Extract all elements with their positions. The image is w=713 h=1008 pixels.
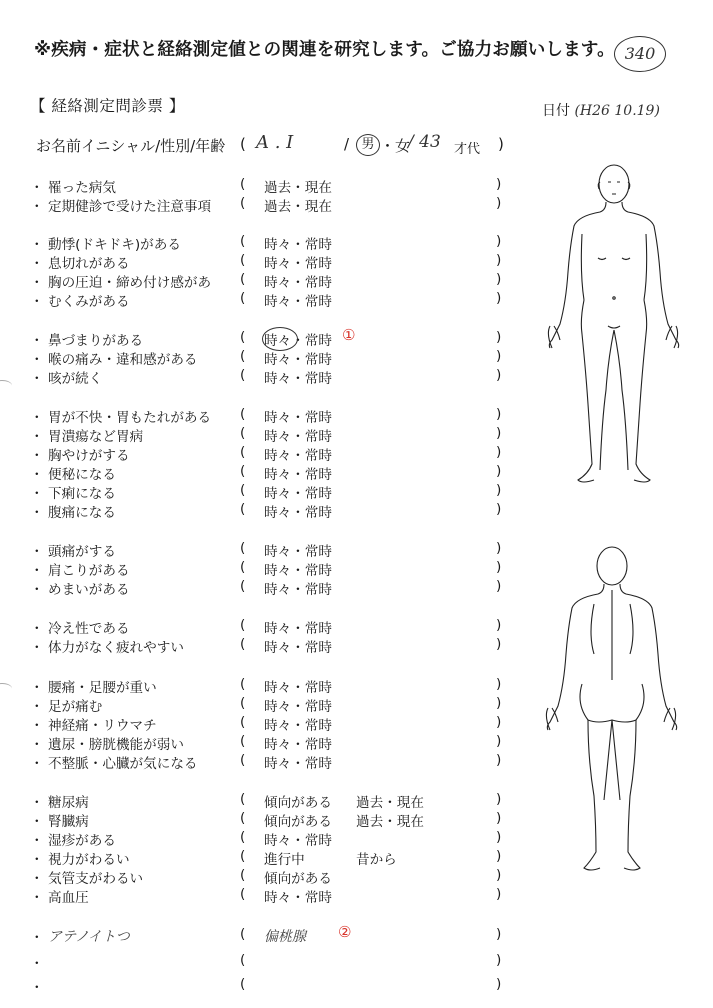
question-label: 胃が不快・胃もたれがある [48, 410, 212, 426]
row-bullet: ・ [30, 486, 44, 502]
open-paren: ( [240, 578, 246, 594]
close-paren: ) [496, 636, 502, 652]
open-paren: ( [240, 848, 246, 864]
name-sep: / [344, 135, 350, 153]
row-bullet: ・ [30, 275, 44, 291]
close-paren: ) [496, 367, 502, 383]
answer-option-primary[interactable]: 時々・常時 [264, 890, 332, 906]
question-row [0, 886, 713, 905]
answer-option-primary[interactable]: 時々・常時 [264, 505, 332, 521]
question-row [0, 923, 713, 946]
answer-option-secondary[interactable]: 過去・現在 [356, 814, 424, 830]
row-bullet: ・ [30, 544, 44, 560]
row-bullet: ・ [30, 795, 44, 811]
open-paren: ( [240, 444, 246, 460]
answer-option-primary[interactable]: 時々・常時 [264, 371, 332, 387]
open-paren: ( [240, 233, 246, 249]
question-label: 腹痛になる [48, 505, 116, 521]
answer-option-primary[interactable]: 時々・常時 [264, 237, 332, 253]
question-label: 下痢になる [48, 486, 116, 502]
open-paren: ( [240, 714, 246, 730]
name-row-label: お名前イニシャル/性別/年齢 [36, 137, 226, 155]
answer-option-primary[interactable]: 時々・常時 [264, 275, 332, 291]
answer-option-secondary[interactable]: 過去・現在 [356, 795, 424, 811]
question-label: 肩こりがある [48, 563, 130, 579]
row-bullet: ・ [30, 756, 44, 772]
close-paren: ) [496, 848, 502, 864]
close-paren: ) [496, 810, 502, 826]
question-label: アテノイトつ [48, 929, 130, 945]
age-suffix: 才代 [454, 142, 481, 157]
row-bullet: ・ [30, 980, 44, 996]
open-paren: ( [240, 695, 246, 711]
date-value: (H26 10.19) [574, 103, 660, 119]
question-label: 高血圧 [48, 890, 89, 906]
close-paren: ) [496, 290, 502, 306]
row-bullet: ・ [30, 890, 44, 906]
handwritten-circle-mark [262, 327, 298, 351]
row-bullet: ・ [30, 699, 44, 715]
sex-male: 男 [361, 137, 375, 152]
close-paren: ) [496, 829, 502, 845]
form-number: 340 [624, 44, 656, 63]
close-paren: ) [496, 195, 502, 211]
answer-option-primary[interactable]: 時々・常時 [264, 429, 332, 445]
question-label: 胃潰瘍など胃病 [48, 429, 144, 445]
close-paren: ) [496, 444, 502, 460]
answer-option-primary[interactable]: 時々・常時 [264, 410, 332, 426]
row-bullet: ・ [30, 429, 44, 445]
answer-option-primary[interactable]: 時々・常時 [264, 294, 332, 310]
open-paren: ( [240, 406, 246, 422]
open-paren: ( [240, 329, 246, 345]
open-paren: ( [240, 926, 246, 942]
open-paren: ( [240, 886, 246, 902]
open-paren: ( [240, 791, 246, 807]
answer-option-primary[interactable]: 時々・常時 [264, 256, 332, 272]
question-label: 神経痛・リウマチ [48, 718, 157, 734]
answer-option-primary[interactable]: 時々・常時 [264, 467, 332, 483]
row-bullet: ・ [30, 352, 44, 368]
close-paren: ) [496, 252, 502, 268]
name-open-paren: ( [240, 135, 246, 153]
close-paren: ) [496, 617, 502, 633]
open-paren: ( [240, 501, 246, 517]
question-label: 胸やけがする [48, 448, 130, 464]
red-annotation-mark: ① [342, 326, 356, 344]
question-row [0, 952, 713, 971]
answer-option-primary[interactable]: 時々・常時 [264, 833, 332, 849]
close-paren: ) [496, 540, 502, 556]
open-paren: ( [240, 617, 246, 633]
open-paren: ( [240, 252, 246, 268]
answer-option-secondary[interactable]: 昔から [356, 852, 397, 868]
answer-option-primary[interactable]: 時々・常時 [264, 718, 332, 734]
row-bullet: ・ [30, 256, 44, 272]
row-bullet: ・ [30, 199, 44, 215]
body-back-figure[interactable] [536, 544, 688, 880]
close-paren: ) [496, 348, 502, 364]
open-paren: ( [240, 976, 246, 992]
open-paren: ( [240, 810, 246, 826]
question-label: 定期健診で受けた注意事項 [48, 199, 212, 215]
close-paren: ) [496, 714, 502, 730]
initials-value: A . I [256, 132, 294, 153]
row-bullet: ・ [30, 294, 44, 310]
close-paren: ) [496, 501, 502, 517]
open-paren: ( [240, 482, 246, 498]
question-label: 便秘になる [48, 467, 116, 483]
question-label: 遺尿・膀胱機能が弱い [48, 737, 184, 753]
question-label: 不整脈・心臓が気になる [48, 756, 198, 772]
question-label: 気管支がわるい [48, 871, 144, 887]
question-row [0, 501, 713, 520]
close-paren: ) [496, 578, 502, 594]
open-paren: ( [240, 176, 246, 192]
question-label: 視力がわるい [48, 852, 130, 868]
open-paren: ( [240, 952, 246, 968]
answer-option-primary[interactable]: 時々・常時 [264, 563, 332, 579]
sex-female[interactable]: ・女 [380, 137, 411, 155]
question-label: むくみがある [48, 294, 130, 310]
scan-edge-mark [0, 380, 12, 391]
question-label: めまいがある [48, 582, 130, 598]
close-paren: ) [496, 886, 502, 902]
row-bullet: ・ [30, 448, 44, 464]
answer-option-primary[interactable]: 時々・常時 [264, 737, 332, 753]
row-bullet: ・ [30, 621, 44, 637]
close-paren: ) [496, 463, 502, 479]
question-label: 冷え性である [48, 621, 130, 637]
question-label: 喉の痛み・違和感がある [48, 352, 198, 368]
answer-option-primary[interactable]: 時々・常時 [264, 544, 332, 560]
open-paren: ( [240, 540, 246, 556]
row-bullet: ・ [30, 718, 44, 734]
row-bullet: ・ [30, 640, 44, 656]
close-paren: ) [496, 952, 502, 968]
question-label: 湿疹がある [48, 833, 116, 849]
open-paren: ( [240, 676, 246, 692]
answer-option-primary[interactable]: 時々・常時 [264, 621, 332, 637]
question-label: 足が痛む [48, 699, 103, 715]
row-bullet: ・ [30, 814, 44, 830]
name-row [36, 135, 225, 156]
date-label: 日付 [542, 103, 570, 119]
answer-option-primary[interactable]: 時々・常時 [264, 486, 332, 502]
close-paren: ) [496, 733, 502, 749]
answer-option-primary[interactable]: 偏桃腺 [264, 929, 306, 945]
answer-option-primary[interactable]: 傾向がある [264, 795, 332, 811]
form-header-title: ※疾病・症状と経絡測定値との関連を研究します。ご協力お願いします。 [34, 40, 615, 60]
close-paren: ) [496, 676, 502, 692]
close-paren: ) [496, 406, 502, 422]
open-paren: ( [240, 733, 246, 749]
close-paren: ) [496, 559, 502, 575]
red-annotation-mark: ② [338, 923, 352, 941]
open-paren: ( [240, 367, 246, 383]
close-paren: ) [496, 695, 502, 711]
question-label: 咳が続く [48, 371, 103, 387]
open-paren: ( [240, 829, 246, 845]
section-title: 【 経絡測定問診票 】 [30, 97, 185, 115]
row-bullet: ・ [30, 237, 44, 253]
answer-option-primary[interactable]: 進行中 [264, 852, 305, 868]
open-paren: ( [240, 271, 246, 287]
close-paren: ) [496, 482, 502, 498]
row-bullet: ・ [30, 582, 44, 598]
close-paren: ) [496, 867, 502, 883]
open-paren: ( [240, 867, 246, 883]
answer-option-primary[interactable]: 傾向がある [264, 814, 332, 830]
question-label: 腎臓病 [48, 814, 89, 830]
row-bullet: ・ [30, 930, 44, 946]
close-paren: ) [496, 271, 502, 287]
close-paren: ) [496, 425, 502, 441]
row-bullet: ・ [30, 871, 44, 887]
close-paren: ) [496, 976, 502, 992]
answer-option-primary[interactable]: 時々・常時 [264, 640, 332, 656]
question-label: 鼻づまりがある [48, 333, 144, 349]
row-bullet: ・ [30, 371, 44, 387]
question-label: 糖尿病 [48, 795, 89, 811]
open-paren: ( [240, 636, 246, 652]
answer-option-primary[interactable]: 過去・現在 [264, 180, 332, 196]
question-label: 腰痛・足腰が重い [48, 680, 157, 696]
row-bullet: ・ [30, 333, 44, 349]
row-bullet: ・ [30, 467, 44, 483]
row-bullet: ・ [30, 563, 44, 579]
row-bullet: ・ [30, 180, 44, 196]
open-paren: ( [240, 463, 246, 479]
age-value: / 43 [408, 132, 441, 152]
row-bullet: ・ [30, 833, 44, 849]
row-bullet: ・ [30, 956, 44, 972]
answer-option-primary[interactable]: 時々・常時 [264, 352, 332, 368]
row-bullet: ・ [30, 737, 44, 753]
question-row [0, 976, 713, 995]
row-bullet: ・ [30, 680, 44, 696]
form-number-circled [614, 36, 666, 72]
open-paren: ( [240, 425, 246, 441]
answer-option-primary[interactable]: 時々・常時 [264, 699, 332, 715]
answer-option-primary[interactable]: 時々・常時 [264, 448, 332, 464]
open-paren: ( [240, 752, 246, 768]
row-bullet: ・ [30, 410, 44, 426]
open-paren: ( [240, 195, 246, 211]
sex-male-circled[interactable] [356, 134, 380, 156]
answer-option-primary[interactable]: 傾向がある [264, 871, 332, 887]
answer-option-primary[interactable]: 時々・常時 [264, 582, 332, 598]
close-paren: ) [496, 752, 502, 768]
open-paren: ( [240, 348, 246, 364]
close-paren: ) [496, 926, 502, 942]
body-front-figure[interactable] [538, 160, 690, 496]
open-paren: ( [240, 559, 246, 575]
open-paren: ( [240, 290, 246, 306]
question-label: 息切れがある [48, 256, 130, 272]
close-paren: ) [496, 329, 502, 345]
row-bullet: ・ [30, 505, 44, 521]
close-paren: ) [496, 176, 502, 192]
question-label: 頭痛がする [48, 544, 116, 560]
row-bullet: ・ [30, 852, 44, 868]
close-paren: ) [496, 791, 502, 807]
question-label: 罹った病気 [48, 180, 116, 196]
name-close-paren: ) [498, 135, 504, 153]
close-paren: ) [496, 233, 502, 249]
answer-option-primary[interactable]: 時々・常時 [264, 680, 332, 696]
date-field [542, 100, 660, 120]
answer-option-primary[interactable]: 時々・常時 [264, 333, 332, 349]
question-label: 動悸(ドキドキ)がある [48, 237, 181, 253]
answer-option-primary[interactable]: 時々・常時 [264, 756, 332, 772]
question-label: 体力がなく疲れやすい [48, 640, 184, 656]
question-label: 胸の圧迫・締め付け感があ [48, 275, 212, 291]
answer-option-primary[interactable]: 過去・現在 [264, 199, 332, 215]
